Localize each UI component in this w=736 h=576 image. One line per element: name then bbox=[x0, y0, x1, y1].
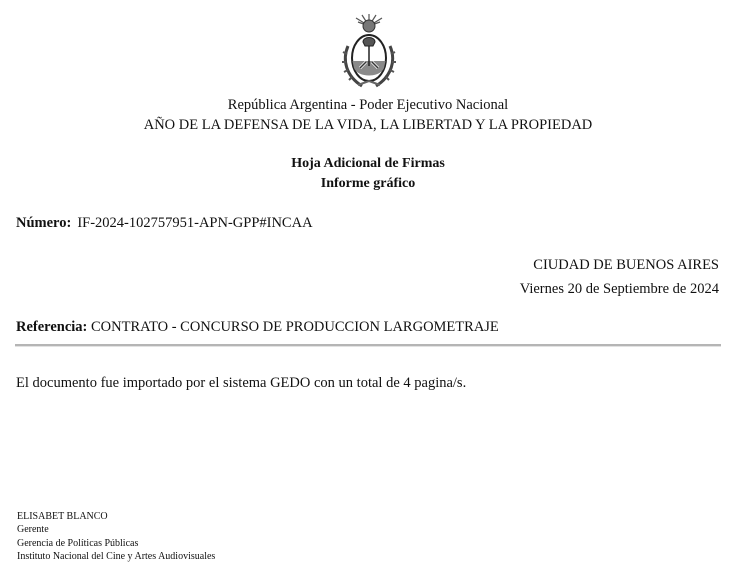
numero-row bbox=[16, 215, 313, 232]
header-line-1: República Argentina - Poder Ejecutivo Nacional bbox=[227, 97, 509, 113]
signature-department: Gerencia de Políticas Públicas bbox=[17, 537, 139, 549]
signature-name: ELISABET BLANCO bbox=[17, 511, 108, 522]
body-text: El documento fue importado por el sistema GEDO con un total de 4 pagina/s. bbox=[16, 375, 467, 391]
document-title: Hoja Adicional de Firmas bbox=[291, 156, 445, 171]
place: CIUDAD DE BUENOS AIRES bbox=[533, 257, 719, 273]
numero-value: IF-2024-102757951-APN-GPP#INCAA bbox=[77, 215, 313, 231]
referencia-row bbox=[16, 319, 499, 336]
date: Viernes 20 de Septiembre de 2024 bbox=[519, 281, 719, 297]
signature-institution: Instituto Nacional del Cine y Artes Audiovisuales bbox=[17, 550, 216, 562]
referencia-value: CONTRATO - CONCURSO DE PRODUCCION LARGOMETRAJE bbox=[91, 319, 499, 335]
signature-block bbox=[17, 510, 215, 563]
document-subtitle: Informe gráfico bbox=[320, 176, 416, 191]
header-line-2: AÑO DE LA DEFENSA DE LA VIDA, LA LIBERTAD Y LA PROPIEDAD bbox=[143, 117, 593, 133]
divider bbox=[15, 344, 721, 347]
argentina-coat-of-arms-icon bbox=[338, 12, 400, 90]
referencia-label: Referencia: bbox=[16, 319, 88, 335]
numero-label: Número: bbox=[16, 215, 72, 231]
signature-role: Gerente bbox=[17, 524, 49, 536]
